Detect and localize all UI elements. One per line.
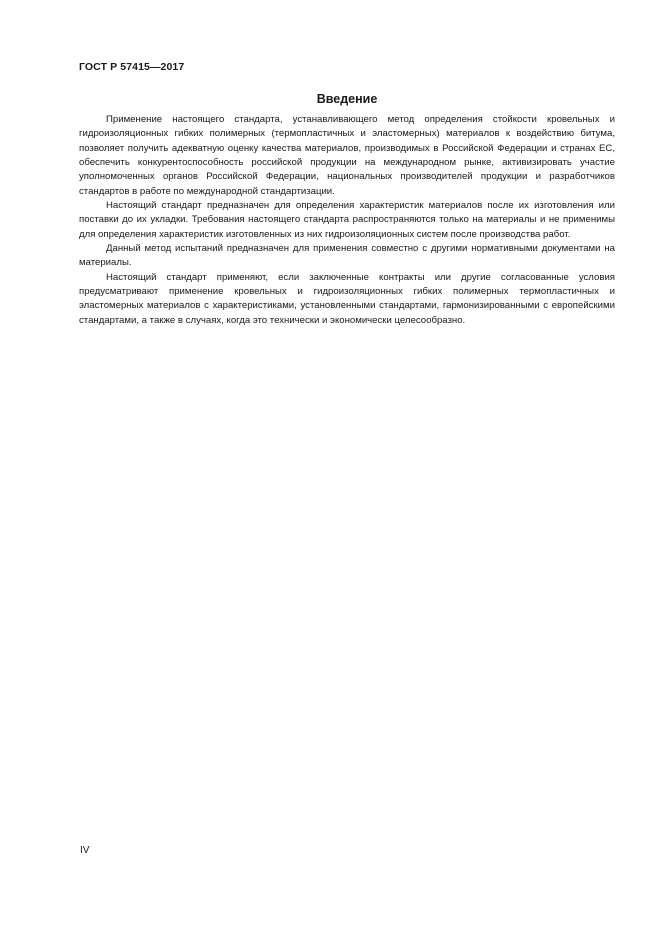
page-number: IV — [80, 845, 90, 856]
section-title: Введение — [316, 92, 378, 106]
body-text — [79, 113, 615, 328]
paragraph: Данный метод испытаний предназначен для применения совместно с другими нормативными документами на материалы. — [79, 243, 615, 269]
paragraph: Настоящий стандарт применяют, если заключенные контракты или другие согласованные условия предусматривают применение кровельных и гидроизоляционных гибких полимерных термопластичных и эластомерных материалов с характеристиками, установленными стандартами, гармонизированными с европейскими стандартами, а также в случаях, когда это технически и экономически целесообразно. — [79, 271, 615, 326]
paragraph: Применение настоящего стандарта, устанавливающего метод определения стойкости кровельных и гидроизоляционных гибких полимерных (термопластичных и эластомерных) материалов к воздействию битума, позволяет получить адекватную оценку качества материалов, производимых в Российской Федерации и странах ЕС, обеспечить конкурентоспособность российской продукции на международном рынке, активизировать участие уполномоченных органов Российской Федерации, национальных производителей продукции и разработчиков стандартов в работе по международной стандартизации. — [79, 114, 615, 197]
paragraph: Настоящий стандарт предназначен для определения характеристик материалов после их изготовления или поставки до их укладки. Требования настоящего стандарта распространяются только на материалы и не применимы для определения характеристик изготовленных из них гидроизоляционных систем после производства работ. — [79, 200, 615, 240]
document-code: ГОСТ Р 57415—2017 — [79, 61, 185, 73]
